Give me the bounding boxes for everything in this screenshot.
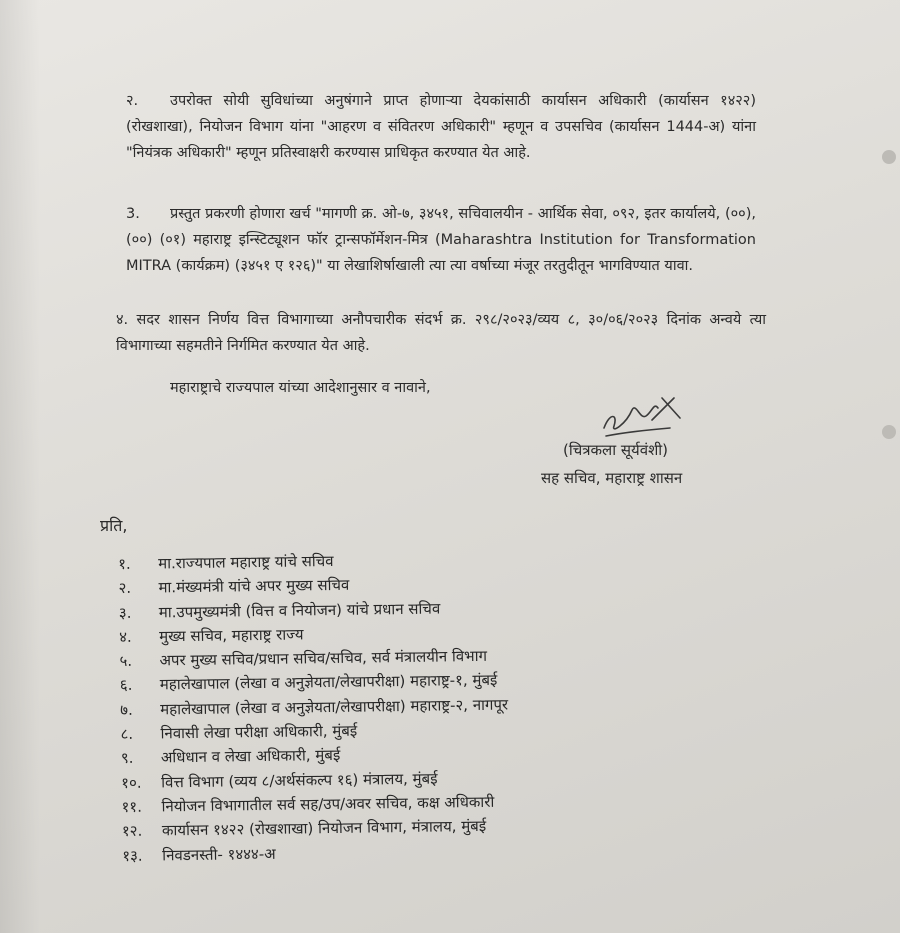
recipient-list — [118, 547, 510, 868]
recipient-number: ११. — [121, 797, 143, 816]
recipients-heading: प्रति, — [100, 516, 128, 535]
recipient-number: १०. — [121, 773, 142, 792]
recipient-number: १२. — [121, 821, 143, 841]
paragraph-number: २. — [126, 93, 139, 109]
recipient-text: वित्त विभाग (व्यय ८/अर्थसंकल्प १६) मंत्रालय, मुंबई — [161, 769, 438, 792]
closing-line: महाराष्ट्राचे राज्यपाल यांच्या आदेशानुसार व नावाने, — [170, 380, 431, 396]
punch-hole — [882, 425, 896, 439]
recipient-text: अधिधान व लेखा अधिकारी, मुंबई — [160, 746, 341, 767]
recipient-item — [122, 838, 510, 868]
paragraph-4 — [116, 307, 766, 359]
recipient-text: निवासी लेखा परीक्षा अधिकारी, मुंबई — [160, 721, 358, 743]
recipient-text: महालेखापाल (लेखा व अनुज्ञेयता/लेखापरीक्षा) महाराष्ट्र-२, नागपूर — [160, 695, 509, 719]
paragraph-number: ४. — [116, 312, 129, 328]
recipient-text: नियोजन विभागातील सर्व सह/उप/अवर सचिव, कक्ष अधिकारी — [161, 792, 495, 816]
recipient-text: कार्यासन १४२२ (रोखशाखा) नियोजन विभाग, मंत्रालय, मुंबई — [161, 817, 487, 840]
recipient-text: मा.मंख्यमंत्री यांचे अपर मुख्य सचिव — [158, 576, 350, 597]
signature-mark — [596, 390, 692, 442]
paragraph-text: प्रस्तुत प्रकरणी होणारा खर्च "मागणी क्र. ओ-७, ३४५१, सचिवालयीन - आर्थिक सेवा, ०९२, इतर कार्यालये, (००), (००) (०१) महाराष्ट्र इन्स्टिट्यूशन फॉर ट्रान्सफॉर्मेशन-मित्र (Maharashtra Institution for Transformation MITRA (कार्यक्रम) (३४५१ ए १२६)" या लेखाशिर्षाखाली त्या त्या वर्षाच्या मंजूर तरतुदीतून भागविण्यात यावा. — [126, 206, 756, 274]
recipient-text: अपर मुख्य सचिव/प्रधान सचिव/सचिव, सर्व मंत्रालयीन विभाग — [159, 647, 488, 670]
paragraph-3 — [126, 201, 756, 279]
paragraph-text: सदर शासन निर्णय वित्त विभागाच्या अनौपचारीक संदर्भ क्र. २९८/२०२३/व्यय ८, ३०/०६/२०२३ दिनांक अन्वये त्या विभागाच्या सहमतीने निर्गमित करण्यात येत आहे. — [116, 312, 766, 354]
recipient-number: १. — [118, 554, 131, 573]
recipient-text: महालेखापाल (लेखा व अनुज्ञेयता/लेखापरीक्षा) महाराष्ट्र-१, मुंबई — [159, 671, 498, 694]
recipient-number: ४. — [119, 627, 132, 646]
page-shadow — [0, 0, 40, 933]
recipient-number: २. — [118, 579, 132, 598]
recipient-text: मा.उपमुख्यमंत्री (वित्त व नियोजन) यांचे प्रधान सचिव — [158, 599, 441, 622]
recipient-number: ५. — [119, 652, 133, 671]
paragraph-2 — [126, 88, 756, 166]
recipient-number: ८. — [120, 724, 134, 744]
paragraph-text: उपरोक्त सोयी सुविधांच्या अनुषंगाने प्राप्त होणाऱ्या देयकांसाठी कार्यासन अधिकारी (कार्यासन १४२२) (रोखशाखा), नियोजन विभाग यांना "आहरण व संवितरण अधिकारी" म्हणून व उपसचिव (कार्यासन 1444-अ) यांना "नियंत्रक अधिकारी" म्हणून प्रतिस्वाक्षरी करण्यास प्राधिकृत करण्यात येत आहे. — [126, 93, 756, 161]
recipient-number: ६. — [119, 676, 133, 695]
recipient-text: मुख्य सचिव, महाराष्ट्र राज्य — [159, 625, 304, 646]
signatory-designation: सह सचिव, महाराष्ट्र शासन — [541, 469, 683, 487]
recipient-number: ९. — [120, 749, 134, 768]
paragraph-number: 3. — [126, 206, 140, 222]
punch-hole — [882, 150, 896, 164]
recipient-text: मा.राज्यपाल महाराष्ट्र यांचे सचिव — [158, 551, 334, 573]
recipient-number: ३. — [118, 603, 132, 622]
recipient-number: १३. — [122, 846, 143, 865]
recipient-text: निवडनस्ती- १४४४-अ — [162, 844, 276, 864]
signatory-name: (चित्रकला सूर्यवंशी) — [563, 441, 669, 459]
recipient-number: ७. — [120, 700, 133, 719]
